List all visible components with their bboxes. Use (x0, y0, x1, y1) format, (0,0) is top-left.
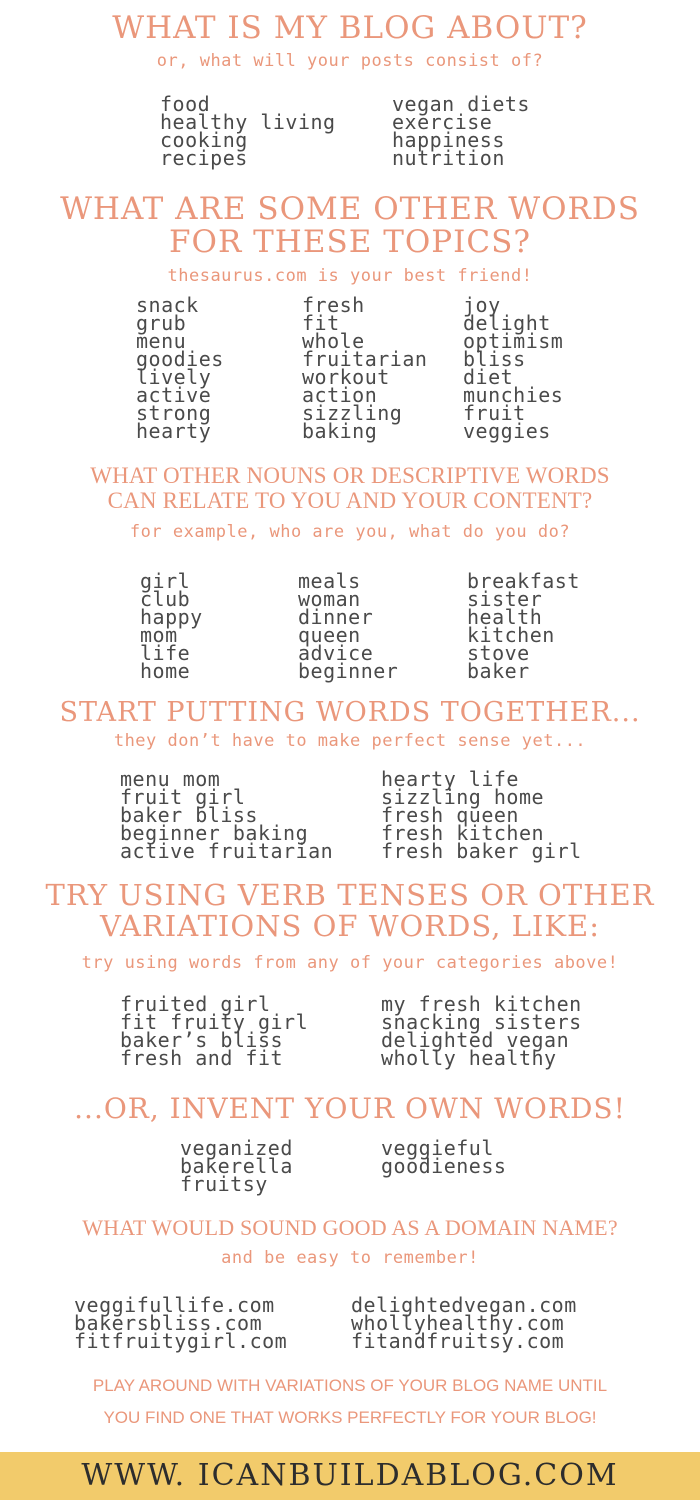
section-title: FOR THESE TOPICS? (169, 224, 531, 261)
word: snacking sisters (381, 1010, 582, 1034)
word: sister (467, 587, 543, 611)
word: kitchen (467, 623, 555, 647)
word: goodieness (381, 1154, 507, 1178)
section-subtitle: try using words from any of your categories above! (81, 952, 619, 973)
word-column (160, 92, 392, 170)
word: optimism (463, 329, 564, 353)
word: baking (302, 419, 378, 443)
section-title: START PUTTING WORDS TOGETHER... (59, 697, 641, 728)
word: menu (136, 329, 187, 353)
domain: bakersbliss.com (74, 1311, 263, 1335)
section-title: WHAT WOULD SOUND GOOD AS A DOMAIN NAME? (82, 1215, 618, 1240)
word-column (120, 992, 381, 1070)
word: fruitarian (302, 347, 428, 371)
word-column (392, 92, 530, 170)
footer-banner (0, 1452, 700, 1500)
section-nouns (0, 464, 700, 542)
word: healthy living (160, 110, 336, 134)
section-title: WHAT OTHER NOUNS OR DESCRIPTIVE WORDS (90, 463, 610, 488)
section-subtitle: for example, who are you, what do you do? (129, 521, 571, 542)
domain: fitfruitygirl.com (74, 1329, 288, 1353)
section-domain-name (0, 1216, 700, 1268)
word: fruit girl (120, 785, 246, 809)
word: veggieful (381, 1136, 494, 1160)
word-column (467, 569, 580, 683)
closing-note (0, 1370, 700, 1434)
word-column (136, 293, 302, 443)
word-columns (74, 1293, 577, 1353)
word-column (381, 992, 582, 1070)
word: snack (136, 293, 199, 317)
word: fruitsy (180, 1172, 268, 1196)
word: cooking (160, 128, 248, 152)
word: bakerella (180, 1154, 293, 1178)
word: woman (298, 587, 361, 611)
word-columns (180, 1136, 507, 1196)
word: exercise (392, 110, 493, 134)
word-columns (160, 92, 530, 170)
footer-url: WWW. ICANBUILDABLOG.COM (81, 1458, 619, 1493)
word: girl (140, 569, 191, 593)
word: meals (298, 569, 361, 593)
word: fresh baker girl (381, 839, 582, 863)
section-title: VARIATIONS OF WORDS, LIKE: (100, 909, 600, 944)
word: grub (136, 311, 187, 335)
word: strong (136, 401, 212, 425)
word: hearty life (381, 767, 519, 791)
word: beginner baking (120, 821, 309, 845)
word: goodies (136, 347, 224, 371)
word: bliss (463, 347, 526, 371)
domain: delightedvegan.com (351, 1293, 577, 1317)
section-subtitle: and be easy to remember! (221, 1247, 479, 1268)
domain: veggifullife.com (74, 1293, 275, 1317)
word: delighted vegan (381, 1028, 570, 1052)
word: delight (463, 311, 551, 335)
word: advice (298, 641, 374, 665)
word: recipes (160, 146, 248, 170)
word: active (136, 383, 212, 407)
word: fresh queen (381, 803, 519, 827)
word: vegan diets (392, 92, 530, 116)
section-title: WHAT IS MY BLOG ABOUT? (112, 10, 588, 46)
word: veggies (463, 419, 551, 443)
word: munchies (463, 383, 564, 407)
word-columns (136, 293, 564, 443)
word: life (140, 641, 191, 665)
section-verb-tenses (0, 880, 700, 973)
section-other-words (0, 193, 700, 286)
word: fruit (463, 401, 526, 425)
section-title: CAN RELATE TO YOU AND YOUR CONTENT? (107, 487, 593, 513)
word: beginner (298, 659, 399, 683)
word: fresh (302, 293, 365, 317)
closing-line: YOU FIND ONE THAT WORKS PERFECTLY FOR YOUR BLOG! (103, 1408, 597, 1427)
word: fresh and fit (120, 1046, 284, 1070)
domain: whollyhealthy.com (351, 1311, 565, 1335)
word: home (140, 659, 191, 683)
word: mom (140, 623, 178, 647)
section-subtitle: they don’t have to make perfect sense yet... (113, 731, 587, 752)
word: active fruitarian (120, 839, 334, 863)
word-column (140, 569, 298, 683)
word-column (302, 293, 463, 443)
word: breakfast (467, 569, 580, 593)
word-columns (120, 767, 582, 863)
word: wholly healthy (381, 1046, 557, 1070)
section-title: WHAT ARE SOME OTHER WORDS (60, 191, 640, 227)
word-column (381, 1136, 507, 1193)
word: nutrition (392, 146, 505, 170)
word: menu mom (120, 767, 221, 791)
section-invent-words (0, 1094, 700, 1124)
word: stove (467, 641, 530, 665)
word: fit (302, 311, 340, 335)
word-column (381, 767, 582, 863)
word: action (302, 383, 378, 407)
word-columns (120, 992, 582, 1070)
word-columns (140, 569, 580, 683)
word: veganized (180, 1136, 293, 1160)
section-subtitle: or, what will your posts consist of? (156, 51, 544, 72)
word: my fresh kitchen (381, 992, 582, 1016)
word: sizzling home (381, 785, 545, 809)
word: dinner (298, 605, 374, 629)
word: baker’s bliss (120, 1028, 284, 1052)
word: baker (467, 659, 530, 683)
word: diet (463, 365, 514, 389)
word: health (467, 605, 543, 629)
word: hearty (136, 419, 212, 443)
word: queen (298, 623, 361, 647)
word-column (351, 1293, 577, 1353)
word: lively (136, 365, 212, 389)
word: club (140, 587, 191, 611)
word: happy (140, 605, 203, 629)
word: whole (302, 329, 365, 353)
word-column (463, 293, 564, 443)
word: sizzling (302, 401, 403, 425)
word: food (160, 92, 211, 116)
word: baker bliss (120, 803, 258, 827)
word: happiness (392, 128, 505, 152)
word: fit fruity girl (120, 1010, 309, 1034)
section-title: ...OR, INVENT YOUR OWN WORDS! (74, 1092, 626, 1125)
word-column (298, 569, 467, 683)
word: workout (302, 365, 390, 389)
section-blog-about (0, 12, 700, 71)
word: joy (463, 293, 501, 317)
domain: fitandfruitsy.com (351, 1329, 565, 1353)
closing-line: PLAY AROUND WITH VARIATIONS OF YOUR BLOG NAME UNTIL (92, 1376, 608, 1395)
word: fresh kitchen (381, 821, 545, 845)
section-put-together (0, 698, 700, 751)
section-title: TRY USING VERB TENSES OR OTHER (45, 878, 655, 912)
word: fruited girl (120, 992, 271, 1016)
word-column (74, 1293, 351, 1353)
word-column (180, 1136, 381, 1196)
word-column (120, 767, 381, 863)
section-subtitle: thesaurus.com is your best friend! (167, 265, 533, 286)
